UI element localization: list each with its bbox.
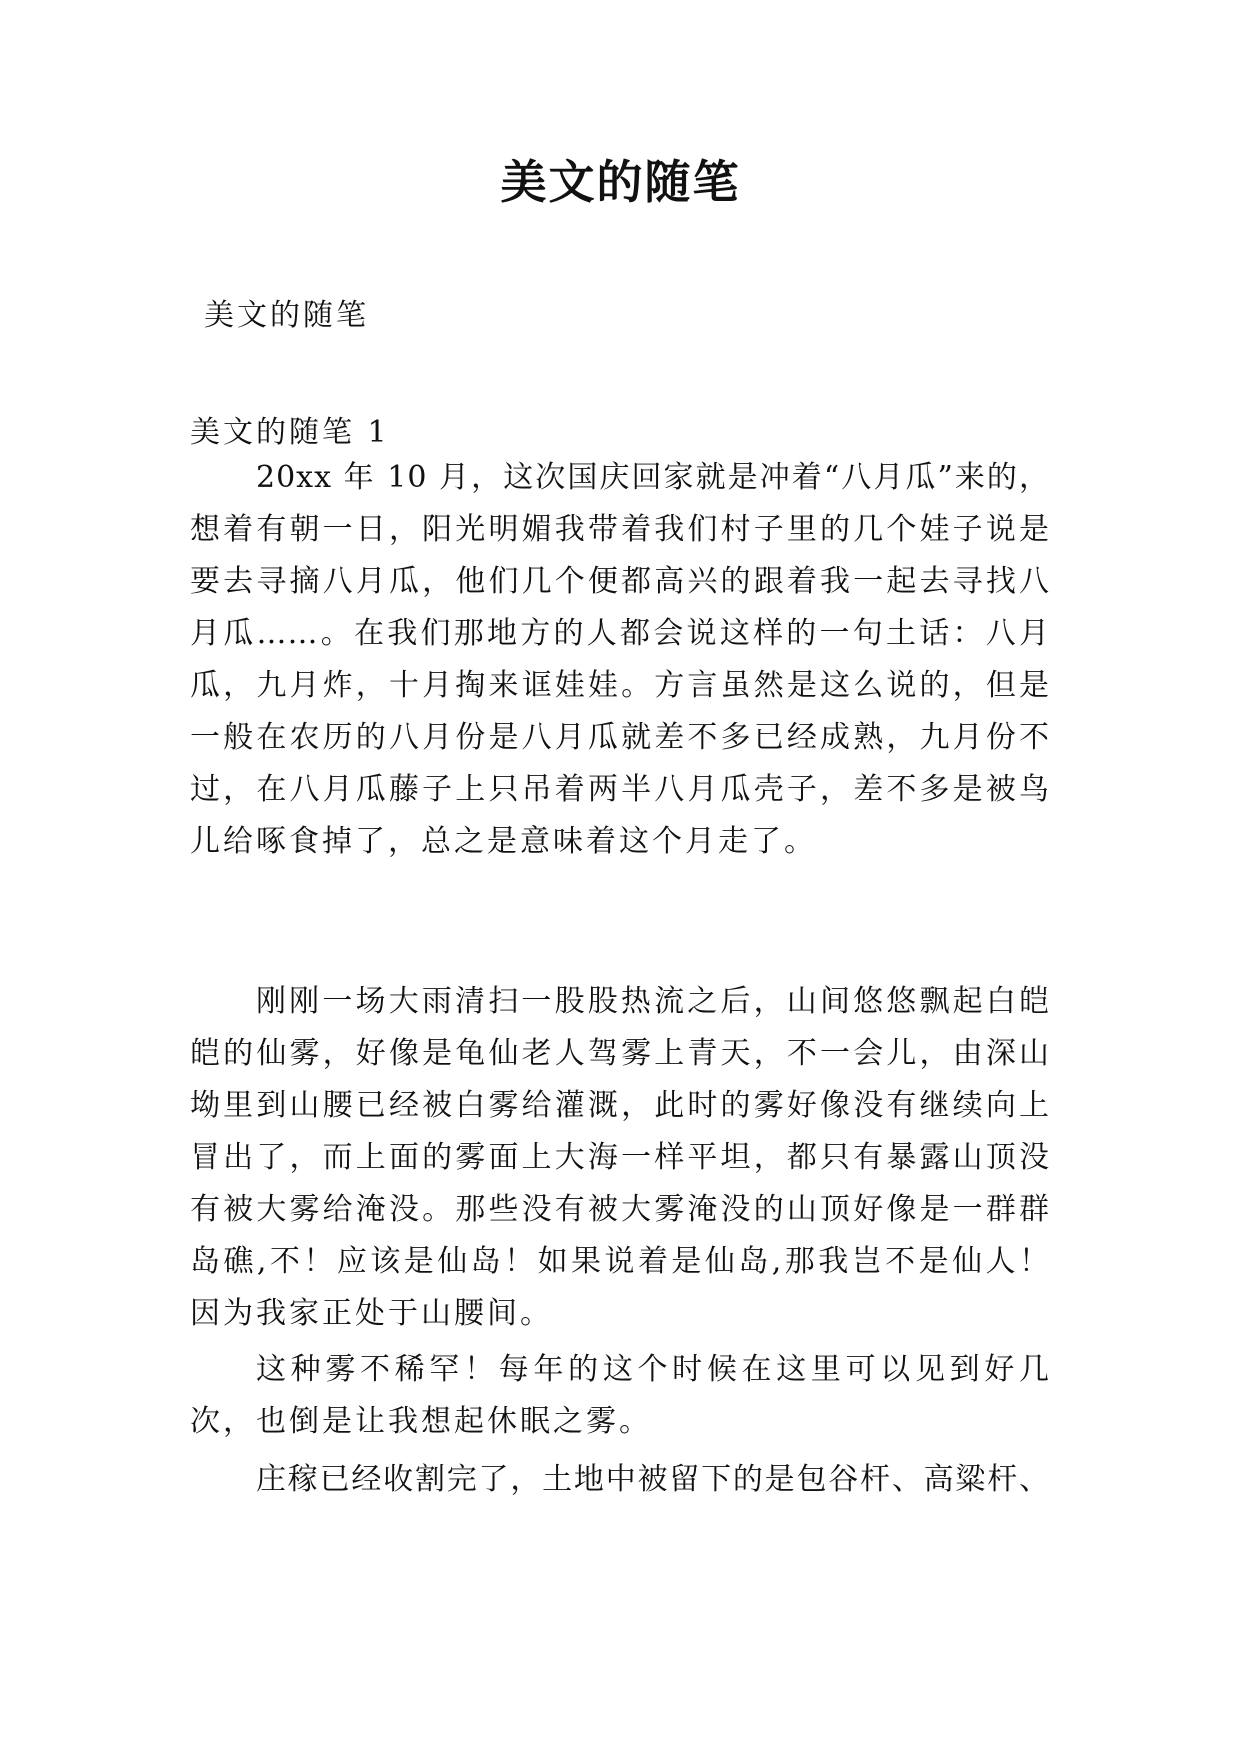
paragraph-1-line-8: 儿给啄食掉了，总之是意味着这个月走了。 <box>190 824 817 859</box>
paragraph-2-line-4: 冒出了，而上面的雾面上大海一样平坦，都只有暴露山顶没 <box>190 1140 1050 1175</box>
document-title: 美文的随笔 <box>500 155 741 209</box>
paragraph-2-line-7: 因为我家正处于山腰间。 <box>190 1296 553 1331</box>
paragraph-2-line-6: 岛礁,不！应该是仙岛！如果说着是仙岛,那我岂不是仙人！ <box>190 1244 1050 1279</box>
paragraph-1-line-1: 20xx 年 10 月，这次国庆回家就是冲着“八月瓜”来的， <box>256 460 1050 495</box>
paragraph-1-line-3: 要去寻摘八月瓜，他们几个便都高兴的跟着我一起去寻找八 <box>190 564 1050 599</box>
section-heading: 美文的随笔 1 <box>190 415 390 450</box>
paragraph-4-line-1: 庄稼已经收割完了，土地中被留下的是包谷杆、高粱杆、 <box>256 1462 1050 1497</box>
paragraph-2-line-5: 有被大雾给淹没。那些没有被大雾淹没的山顶好像是一群群 <box>190 1192 1050 1227</box>
paragraph-1-line-5: 瓜，九月炸，十月掏来诓娃娃。方言虽然是这么说的，但是 <box>190 668 1050 703</box>
paragraph-2-line-3: 坳里到山腰已经被白雾给灌溉，此时的雾好像没有继续向上 <box>190 1088 1050 1123</box>
paragraph-1-line-4: 月瓜……。在我们那地方的人都会说这样的一句土话：八月 <box>190 616 1050 651</box>
paragraph-3-line-2: 次，也倒是让我想起休眠之雾。 <box>190 1404 652 1439</box>
paragraph-1-line-6: 一般在农历的八月份是八月瓜就差不多已经成熟，九月份不 <box>190 720 1050 755</box>
paragraph-1-line-7: 过，在八月瓜藤子上只吊着两半八月瓜壳子，差不多是被鸟 <box>190 772 1050 807</box>
paragraph-2-line-1: 刚刚一场大雨清扫一股股热流之后，山间悠悠飘起白皑 <box>256 984 1050 1019</box>
document-subtitle: 美文的随笔 <box>204 298 369 333</box>
paragraph-1-line-2: 想着有朝一日，阳光明媚我带着我们村子里的几个娃子说是 <box>190 512 1050 547</box>
paragraph-2-line-2: 皑的仙雾，好像是龟仙老人驾雾上青天，不一会儿，由深山 <box>190 1036 1050 1071</box>
paragraph-3-line-1: 这种雾不稀罕！每年的这个时候在这里可以见到好几 <box>256 1352 1050 1387</box>
